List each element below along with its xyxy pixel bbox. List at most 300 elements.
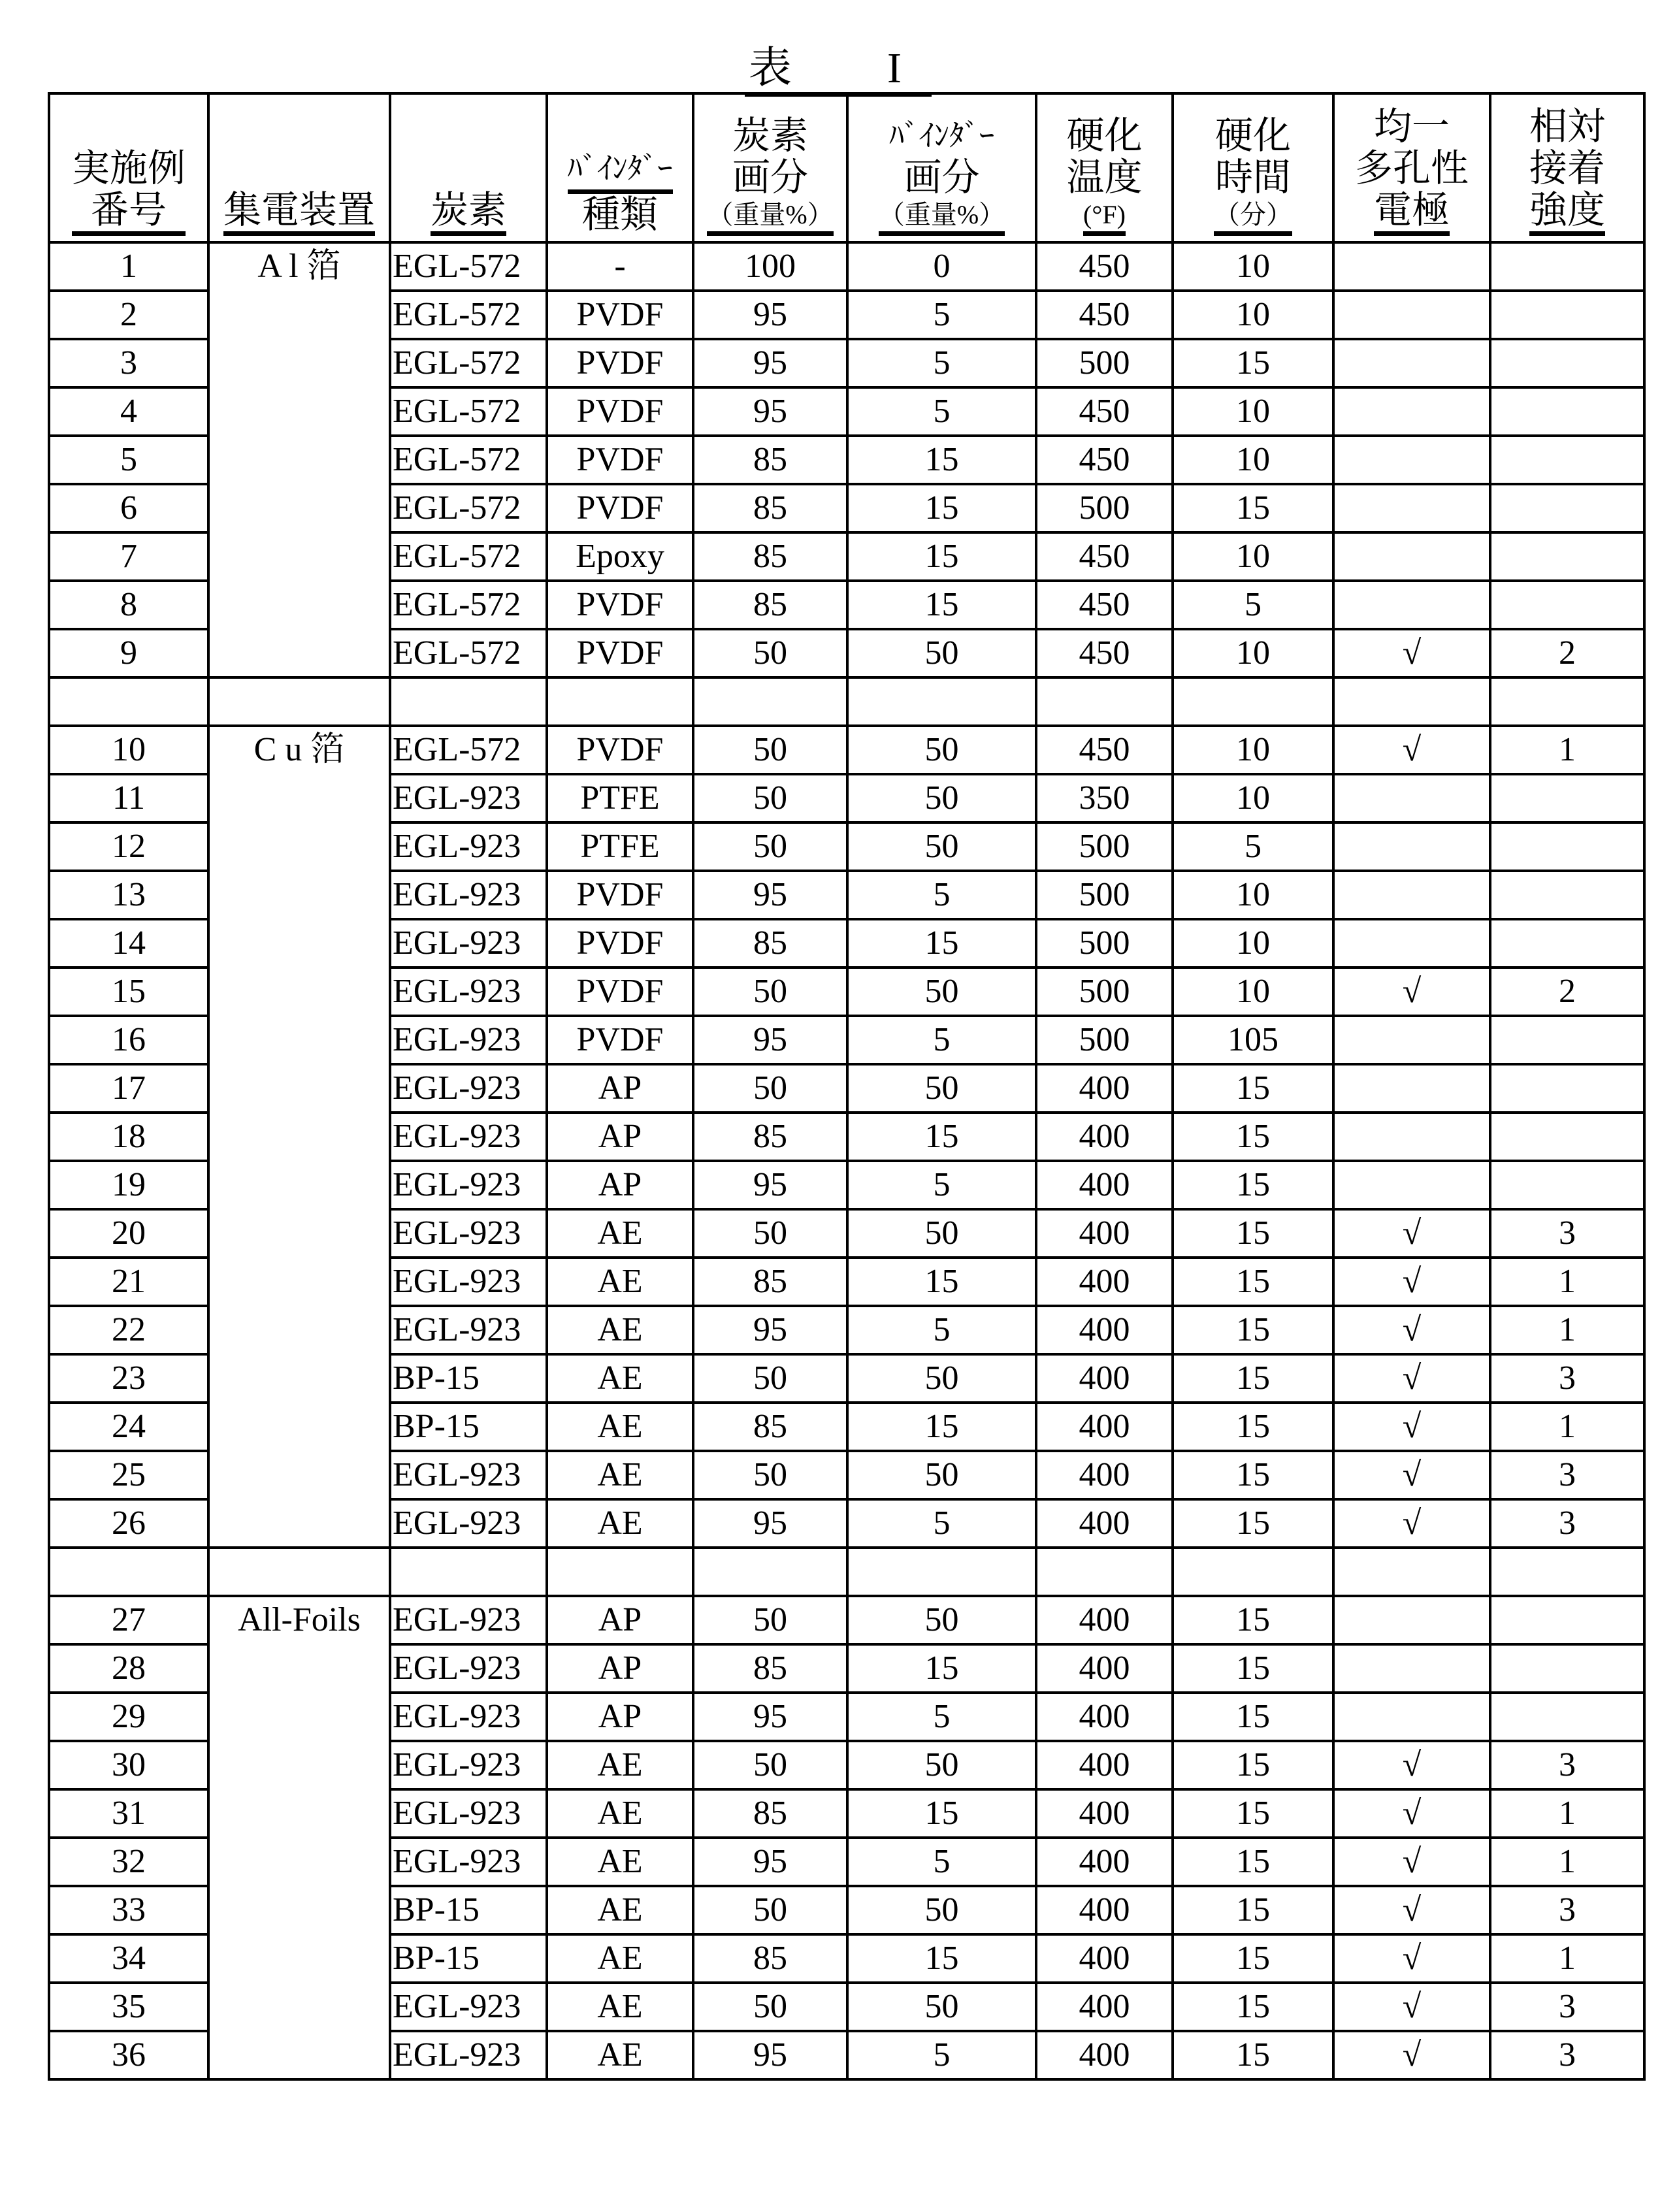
cell-cure-time: 10 xyxy=(1173,968,1333,1016)
cell-binder-fraction: 15 xyxy=(847,484,1036,532)
cell-adhesion: 3 xyxy=(1490,1886,1644,1934)
cell-adhesion: 3 xyxy=(1490,1499,1644,1548)
cell-cure-temp: 400 xyxy=(1036,1209,1173,1258)
cell-uniform-porous xyxy=(1333,1596,1490,1644)
cell-carbon: EGL-923 xyxy=(390,2031,547,2079)
cell-carbon-fraction: 50 xyxy=(693,968,847,1016)
cell-carbon: EGL-923 xyxy=(390,1741,547,1789)
cell-binder-type: AP xyxy=(547,1596,693,1644)
cell-binder-fraction: 15 xyxy=(847,1934,1036,1983)
cell-example-no: 36 xyxy=(49,2031,208,2079)
cell-carbon-fraction: 95 xyxy=(693,291,847,339)
cell-binder-fraction: 5 xyxy=(847,1838,1036,1886)
cell-cure-temp: 400 xyxy=(1036,1064,1173,1113)
cell-carbon-fraction: 95 xyxy=(693,871,847,919)
cell-uniform-porous: √ xyxy=(1333,1934,1490,1983)
cell-binder-type: PTFE xyxy=(547,774,693,822)
cell-cure-time: 15 xyxy=(1173,484,1333,532)
cell-cure-time: 15 xyxy=(1173,1838,1333,1886)
cell-carbon: EGL-572 xyxy=(390,387,547,436)
cell-uniform-porous: √ xyxy=(1333,1403,1490,1451)
cell-cure-time: 5 xyxy=(1173,822,1333,871)
cell-adhesion xyxy=(1490,1064,1644,1113)
cell-carbon: EGL-923 xyxy=(390,1838,547,1886)
cell-carbon-fraction: 85 xyxy=(693,436,847,484)
cell-cure-time: 10 xyxy=(1173,629,1333,677)
cell-cure-temp: 450 xyxy=(1036,581,1173,629)
cell-cure-time: 15 xyxy=(1173,1499,1333,1548)
cell-cure-time: 15 xyxy=(1173,2031,1333,2079)
cell-carbon-fraction: 50 xyxy=(693,1596,847,1644)
cell-example-no: 29 xyxy=(49,1693,208,1741)
cell-carbon: EGL-923 xyxy=(390,1693,547,1741)
cell-example-no: 7 xyxy=(49,532,208,581)
cell-cure-temp: 400 xyxy=(1036,1644,1173,1693)
cell-cure-temp: 450 xyxy=(1036,629,1173,677)
cell-binder-fraction: 50 xyxy=(847,1741,1036,1789)
cell-binder-type: AP xyxy=(547,1693,693,1741)
cell-example-no: 10 xyxy=(49,726,208,774)
cell-cure-temp: 400 xyxy=(1036,1934,1173,1983)
cell-cure-temp: 400 xyxy=(1036,1741,1173,1789)
cell-example-no: 13 xyxy=(49,871,208,919)
cell-example-no: 23 xyxy=(49,1354,208,1403)
cell-cure-time: 15 xyxy=(1173,1451,1333,1499)
cell-carbon-fraction: 50 xyxy=(693,1209,847,1258)
cell-uniform-porous xyxy=(1333,1113,1490,1161)
empty-cell xyxy=(1333,677,1490,726)
results-table xyxy=(48,92,1646,2081)
cell-binder-fraction: 5 xyxy=(847,1499,1036,1548)
cell-adhesion: 1 xyxy=(1490,726,1644,774)
cell-adhesion: 3 xyxy=(1490,1983,1644,2031)
table-row xyxy=(49,242,1644,291)
cell-cure-temp: 400 xyxy=(1036,1983,1173,2031)
header-cure-temp: 硬化 温度 (°F) xyxy=(1036,93,1173,242)
cell-uniform-porous xyxy=(1333,1644,1490,1693)
cell-uniform-porous xyxy=(1333,919,1490,968)
cell-cure-temp: 500 xyxy=(1036,484,1173,532)
cell-carbon-fraction: 95 xyxy=(693,387,847,436)
cell-carbon-fraction: 95 xyxy=(693,1306,847,1354)
cell-carbon: EGL-923 xyxy=(390,1789,547,1838)
cell-example-no: 26 xyxy=(49,1499,208,1548)
cell-cure-temp: 400 xyxy=(1036,1258,1173,1306)
cell-adhesion xyxy=(1490,1693,1644,1741)
separator-row xyxy=(49,677,1644,726)
cell-carbon: EGL-572 xyxy=(390,484,547,532)
cell-carbon-fraction: 50 xyxy=(693,822,847,871)
cell-cure-temp: 400 xyxy=(1036,2031,1173,2079)
cell-adhesion xyxy=(1490,387,1644,436)
empty-cell xyxy=(693,1548,847,1596)
cell-cure-time: 15 xyxy=(1173,1113,1333,1161)
empty-cell xyxy=(208,1548,390,1596)
cell-cure-time: 15 xyxy=(1173,1983,1333,2031)
cell-adhesion: 3 xyxy=(1490,2031,1644,2079)
cell-cure-temp: 350 xyxy=(1036,774,1173,822)
cell-binder-fraction: 15 xyxy=(847,1113,1036,1161)
cell-cure-time: 15 xyxy=(1173,1403,1333,1451)
cell-carbon-fraction: 95 xyxy=(693,2031,847,2079)
cell-carbon: BP-15 xyxy=(390,1403,547,1451)
empty-cell xyxy=(693,677,847,726)
cell-carbon: BP-15 xyxy=(390,1934,547,1983)
cell-uniform-porous xyxy=(1333,1161,1490,1209)
cell-binder-fraction: 5 xyxy=(847,1306,1036,1354)
cell-carbon: EGL-923 xyxy=(390,1064,547,1113)
cell-adhesion xyxy=(1490,484,1644,532)
table-title: 表 I xyxy=(745,44,932,97)
cell-adhesion xyxy=(1490,436,1644,484)
cell-uniform-porous xyxy=(1333,871,1490,919)
cell-adhesion: 3 xyxy=(1490,1209,1644,1258)
cell-adhesion xyxy=(1490,242,1644,291)
cell-example-no: 3 xyxy=(49,339,208,387)
cell-uniform-porous xyxy=(1333,242,1490,291)
cell-uniform-porous xyxy=(1333,436,1490,484)
header-adhesion: 相対 接着 強度 xyxy=(1490,93,1644,242)
cell-cure-time: 15 xyxy=(1173,1644,1333,1693)
cell-example-no: 11 xyxy=(49,774,208,822)
cell-binder-type: PVDF xyxy=(547,1016,693,1064)
cell-example-no: 22 xyxy=(49,1306,208,1354)
cell-adhesion: 2 xyxy=(1490,629,1644,677)
cell-carbon: EGL-572 xyxy=(390,581,547,629)
empty-cell xyxy=(547,677,693,726)
empty-cell xyxy=(390,1548,547,1596)
cell-uniform-porous: √ xyxy=(1333,1838,1490,1886)
cell-binder-type: AE xyxy=(547,1886,693,1934)
cell-carbon: EGL-572 xyxy=(390,726,547,774)
cell-adhesion xyxy=(1490,1016,1644,1064)
cell-adhesion: 1 xyxy=(1490,1838,1644,1886)
cell-example-no: 4 xyxy=(49,387,208,436)
cell-binder-fraction: 15 xyxy=(847,1644,1036,1693)
cell-binder-type: AE xyxy=(547,1258,693,1306)
cell-cure-temp: 500 xyxy=(1036,822,1173,871)
cell-carbon: EGL-923 xyxy=(390,1451,547,1499)
cell-binder-type: PVDF xyxy=(547,387,693,436)
cell-example-no: 2 xyxy=(49,291,208,339)
cell-cure-time: 15 xyxy=(1173,1693,1333,1741)
cell-binder-fraction: 50 xyxy=(847,822,1036,871)
cell-cure-time: 10 xyxy=(1173,436,1333,484)
cell-binder-type: PTFE xyxy=(547,822,693,871)
cell-adhesion: 3 xyxy=(1490,1741,1644,1789)
cell-cure-temp: 400 xyxy=(1036,1403,1173,1451)
empty-cell xyxy=(1036,677,1173,726)
cell-uniform-porous xyxy=(1333,822,1490,871)
cell-carbon: EGL-572 xyxy=(390,629,547,677)
cell-binder-fraction: 15 xyxy=(847,436,1036,484)
cell-cure-temp: 400 xyxy=(1036,1113,1173,1161)
cell-cure-time: 15 xyxy=(1173,1258,1333,1306)
cell-carbon-fraction: 85 xyxy=(693,532,847,581)
empty-cell xyxy=(1036,1548,1173,1596)
cell-adhesion: 1 xyxy=(1490,1789,1644,1838)
cell-binder-type: AE xyxy=(547,1306,693,1354)
cell-collector: All-Foils xyxy=(208,1596,390,2079)
cell-cure-time: 15 xyxy=(1173,1789,1333,1838)
cell-carbon: EGL-923 xyxy=(390,1209,547,1258)
cell-carbon-fraction: 50 xyxy=(693,629,847,677)
cell-binder-type: AE xyxy=(547,1499,693,1548)
cell-carbon: EGL-923 xyxy=(390,1499,547,1548)
cell-cure-time: 15 xyxy=(1173,1161,1333,1209)
cell-carbon-fraction: 50 xyxy=(693,726,847,774)
cell-carbon: EGL-572 xyxy=(390,436,547,484)
cell-example-no: 16 xyxy=(49,1016,208,1064)
cell-binder-type: PVDF xyxy=(547,919,693,968)
cell-uniform-porous xyxy=(1333,339,1490,387)
cell-uniform-porous: √ xyxy=(1333,726,1490,774)
cell-carbon: EGL-923 xyxy=(390,871,547,919)
cell-example-no: 14 xyxy=(49,919,208,968)
cell-binder-type: AE xyxy=(547,1403,693,1451)
cell-cure-temp: 400 xyxy=(1036,1596,1173,1644)
cell-carbon: EGL-923 xyxy=(390,1596,547,1644)
cell-example-no: 20 xyxy=(49,1209,208,1258)
cell-adhesion xyxy=(1490,919,1644,968)
cell-cure-time: 10 xyxy=(1173,919,1333,968)
cell-binder-type: AE xyxy=(547,1451,693,1499)
cell-carbon: EGL-923 xyxy=(390,1258,547,1306)
cell-binder-type: AP xyxy=(547,1644,693,1693)
cell-binder-fraction: 50 xyxy=(847,1354,1036,1403)
cell-example-no: 19 xyxy=(49,1161,208,1209)
cell-binder-type: AP xyxy=(547,1064,693,1113)
cell-uniform-porous xyxy=(1333,1064,1490,1113)
cell-carbon-fraction: 50 xyxy=(693,1064,847,1113)
cell-cure-time: 10 xyxy=(1173,291,1333,339)
cell-example-no: 15 xyxy=(49,968,208,1016)
cell-cure-time: 15 xyxy=(1173,1886,1333,1934)
cell-binder-fraction: 15 xyxy=(847,581,1036,629)
cell-cure-temp: 450 xyxy=(1036,436,1173,484)
cell-carbon-fraction: 85 xyxy=(693,1644,847,1693)
cell-binder-type: PVDF xyxy=(547,339,693,387)
cell-example-no: 1 xyxy=(49,242,208,291)
cell-example-no: 31 xyxy=(49,1789,208,1838)
header-carbon-fraction: 炭素 画分 （重量%） xyxy=(693,93,847,242)
cell-binder-fraction: 15 xyxy=(847,919,1036,968)
cell-binder-fraction: 50 xyxy=(847,1451,1036,1499)
cell-adhesion xyxy=(1490,1596,1644,1644)
cell-example-no: 25 xyxy=(49,1451,208,1499)
cell-uniform-porous xyxy=(1333,774,1490,822)
cell-carbon: EGL-923 xyxy=(390,919,547,968)
cell-cure-time: 15 xyxy=(1173,1209,1333,1258)
cell-carbon-fraction: 95 xyxy=(693,1693,847,1741)
empty-cell xyxy=(390,677,547,726)
cell-carbon-fraction: 85 xyxy=(693,1789,847,1838)
cell-carbon-fraction: 50 xyxy=(693,774,847,822)
cell-binder-fraction: 5 xyxy=(847,1693,1036,1741)
cell-binder-type: PVDF xyxy=(547,484,693,532)
cell-cure-time: 15 xyxy=(1173,1741,1333,1789)
cell-uniform-porous: √ xyxy=(1333,1789,1490,1838)
table-row xyxy=(49,726,1644,774)
cell-adhesion xyxy=(1490,1644,1644,1693)
cell-binder-fraction: 50 xyxy=(847,1064,1036,1113)
cell-uniform-porous: √ xyxy=(1333,629,1490,677)
cell-adhesion: 1 xyxy=(1490,1258,1644,1306)
cell-carbon: EGL-923 xyxy=(390,968,547,1016)
header-cure-time: 硬化 時間 （分） xyxy=(1173,93,1333,242)
header-binder-type: ﾊﾞｲﾝﾀﾞｰ 種類 xyxy=(547,93,693,242)
cell-carbon-fraction: 85 xyxy=(693,1403,847,1451)
cell-cure-temp: 500 xyxy=(1036,919,1173,968)
cell-cure-time: 15 xyxy=(1173,1934,1333,1983)
cell-binder-fraction: 5 xyxy=(847,387,1036,436)
cell-binder-type: AP xyxy=(547,1161,693,1209)
cell-binder-type: AE xyxy=(547,1209,693,1258)
cell-cure-temp: 500 xyxy=(1036,1016,1173,1064)
cell-cure-time: 10 xyxy=(1173,774,1333,822)
cell-binder-type: AE xyxy=(547,1354,693,1403)
cell-carbon: EGL-923 xyxy=(390,1644,547,1693)
cell-adhesion: 2 xyxy=(1490,968,1644,1016)
empty-cell xyxy=(1173,1548,1333,1596)
empty-cell xyxy=(547,1548,693,1596)
cell-adhesion xyxy=(1490,532,1644,581)
cell-adhesion: 3 xyxy=(1490,1451,1644,1499)
cell-cure-temp: 400 xyxy=(1036,1789,1173,1838)
cell-cure-time: 15 xyxy=(1173,339,1333,387)
empty-cell xyxy=(1173,677,1333,726)
cell-cure-temp: 450 xyxy=(1036,291,1173,339)
cell-cure-time: 10 xyxy=(1173,726,1333,774)
header-uniform-porous: 均一 多孔性 電極 xyxy=(1333,93,1490,242)
cell-cure-time: 15 xyxy=(1173,1354,1333,1403)
cell-carbon-fraction: 95 xyxy=(693,1499,847,1548)
cell-binder-fraction: 50 xyxy=(847,1209,1036,1258)
cell-binder-fraction: 50 xyxy=(847,1983,1036,2031)
cell-carbon: EGL-572 xyxy=(390,242,547,291)
cell-example-no: 35 xyxy=(49,1983,208,2031)
cell-binder-fraction: 0 xyxy=(847,242,1036,291)
cell-adhesion xyxy=(1490,291,1644,339)
cell-binder-fraction: 15 xyxy=(847,1258,1036,1306)
cell-binder-fraction: 50 xyxy=(847,1886,1036,1934)
cell-cure-time: 15 xyxy=(1173,1306,1333,1354)
cell-collector: C u 箔 xyxy=(208,726,390,1548)
cell-uniform-porous xyxy=(1333,484,1490,532)
cell-binder-type: PVDF xyxy=(547,726,693,774)
cell-uniform-porous: √ xyxy=(1333,968,1490,1016)
cell-carbon-fraction: 85 xyxy=(693,484,847,532)
cell-example-no: 27 xyxy=(49,1596,208,1644)
empty-cell xyxy=(1490,677,1644,726)
cell-cure-temp: 450 xyxy=(1036,726,1173,774)
cell-example-no: 34 xyxy=(49,1934,208,1983)
cell-uniform-porous: √ xyxy=(1333,1983,1490,2031)
cell-carbon: EGL-923 xyxy=(390,1016,547,1064)
cell-carbon: EGL-923 xyxy=(390,774,547,822)
cell-binder-type: AP xyxy=(547,1113,693,1161)
cell-example-no: 8 xyxy=(49,581,208,629)
header-collector: 集電装置 xyxy=(208,93,390,242)
cell-carbon-fraction: 85 xyxy=(693,581,847,629)
cell-cure-temp: 400 xyxy=(1036,1693,1173,1741)
cell-carbon: BP-15 xyxy=(390,1354,547,1403)
cell-carbon-fraction: 50 xyxy=(693,1983,847,2031)
cell-binder-type: AE xyxy=(547,1838,693,1886)
cell-carbon: EGL-572 xyxy=(390,532,547,581)
empty-cell xyxy=(1333,1548,1490,1596)
cell-cure-time: 10 xyxy=(1173,387,1333,436)
cell-cure-time: 5 xyxy=(1173,581,1333,629)
cell-cure-time: 10 xyxy=(1173,871,1333,919)
cell-uniform-porous xyxy=(1333,581,1490,629)
cell-carbon: EGL-923 xyxy=(390,1983,547,2031)
header-carbon: 炭素 xyxy=(390,93,547,242)
cell-adhesion xyxy=(1490,871,1644,919)
cell-uniform-porous xyxy=(1333,387,1490,436)
cell-adhesion xyxy=(1490,774,1644,822)
cell-carbon-fraction: 50 xyxy=(693,1451,847,1499)
cell-uniform-porous: √ xyxy=(1333,1354,1490,1403)
cell-cure-time: 15 xyxy=(1173,1064,1333,1113)
cell-binder-type: AE xyxy=(547,1789,693,1838)
cell-binder-type: PVDF xyxy=(547,871,693,919)
empty-cell xyxy=(208,677,390,726)
cell-cure-temp: 500 xyxy=(1036,871,1173,919)
cell-adhesion xyxy=(1490,1161,1644,1209)
cell-carbon: BP-15 xyxy=(390,1886,547,1934)
header-example-no: 実施例 番号 xyxy=(49,93,208,242)
cell-binder-fraction: 5 xyxy=(847,339,1036,387)
header-row xyxy=(49,93,1644,242)
cell-cure-temp: 450 xyxy=(1036,242,1173,291)
cell-carbon-fraction: 95 xyxy=(693,1161,847,1209)
cell-cure-temp: 500 xyxy=(1036,968,1173,1016)
cell-uniform-porous: √ xyxy=(1333,2031,1490,2079)
cell-binder-type: PVDF xyxy=(547,436,693,484)
cell-example-no: 21 xyxy=(49,1258,208,1306)
cell-adhesion: 1 xyxy=(1490,1306,1644,1354)
cell-carbon-fraction: 50 xyxy=(693,1354,847,1403)
cell-cure-temp: 400 xyxy=(1036,1499,1173,1548)
cell-adhesion: 3 xyxy=(1490,1354,1644,1403)
cell-binder-type: - xyxy=(547,242,693,291)
cell-carbon-fraction: 85 xyxy=(693,919,847,968)
cell-uniform-porous: √ xyxy=(1333,1886,1490,1934)
cell-adhesion xyxy=(1490,581,1644,629)
cell-binder-fraction: 5 xyxy=(847,1161,1036,1209)
cell-binder-type: PVDF xyxy=(547,629,693,677)
cell-cure-time: 15 xyxy=(1173,1596,1333,1644)
cell-uniform-porous xyxy=(1333,1016,1490,1064)
cell-cure-temp: 500 xyxy=(1036,339,1173,387)
cell-cure-temp: 400 xyxy=(1036,1886,1173,1934)
cell-cure-time: 105 xyxy=(1173,1016,1333,1064)
cell-binder-fraction: 15 xyxy=(847,1403,1036,1451)
cell-uniform-porous: √ xyxy=(1333,1499,1490,1548)
cell-uniform-porous: √ xyxy=(1333,1258,1490,1306)
cell-adhesion: 1 xyxy=(1490,1403,1644,1451)
empty-cell xyxy=(49,1548,208,1596)
cell-binder-fraction: 50 xyxy=(847,774,1036,822)
cell-cure-time: 10 xyxy=(1173,532,1333,581)
cell-cure-time: 10 xyxy=(1173,242,1333,291)
cell-cure-temp: 400 xyxy=(1036,1354,1173,1403)
cell-carbon: EGL-923 xyxy=(390,1113,547,1161)
table-row xyxy=(49,1596,1644,1644)
cell-uniform-porous: √ xyxy=(1333,1741,1490,1789)
cell-example-no: 17 xyxy=(49,1064,208,1113)
